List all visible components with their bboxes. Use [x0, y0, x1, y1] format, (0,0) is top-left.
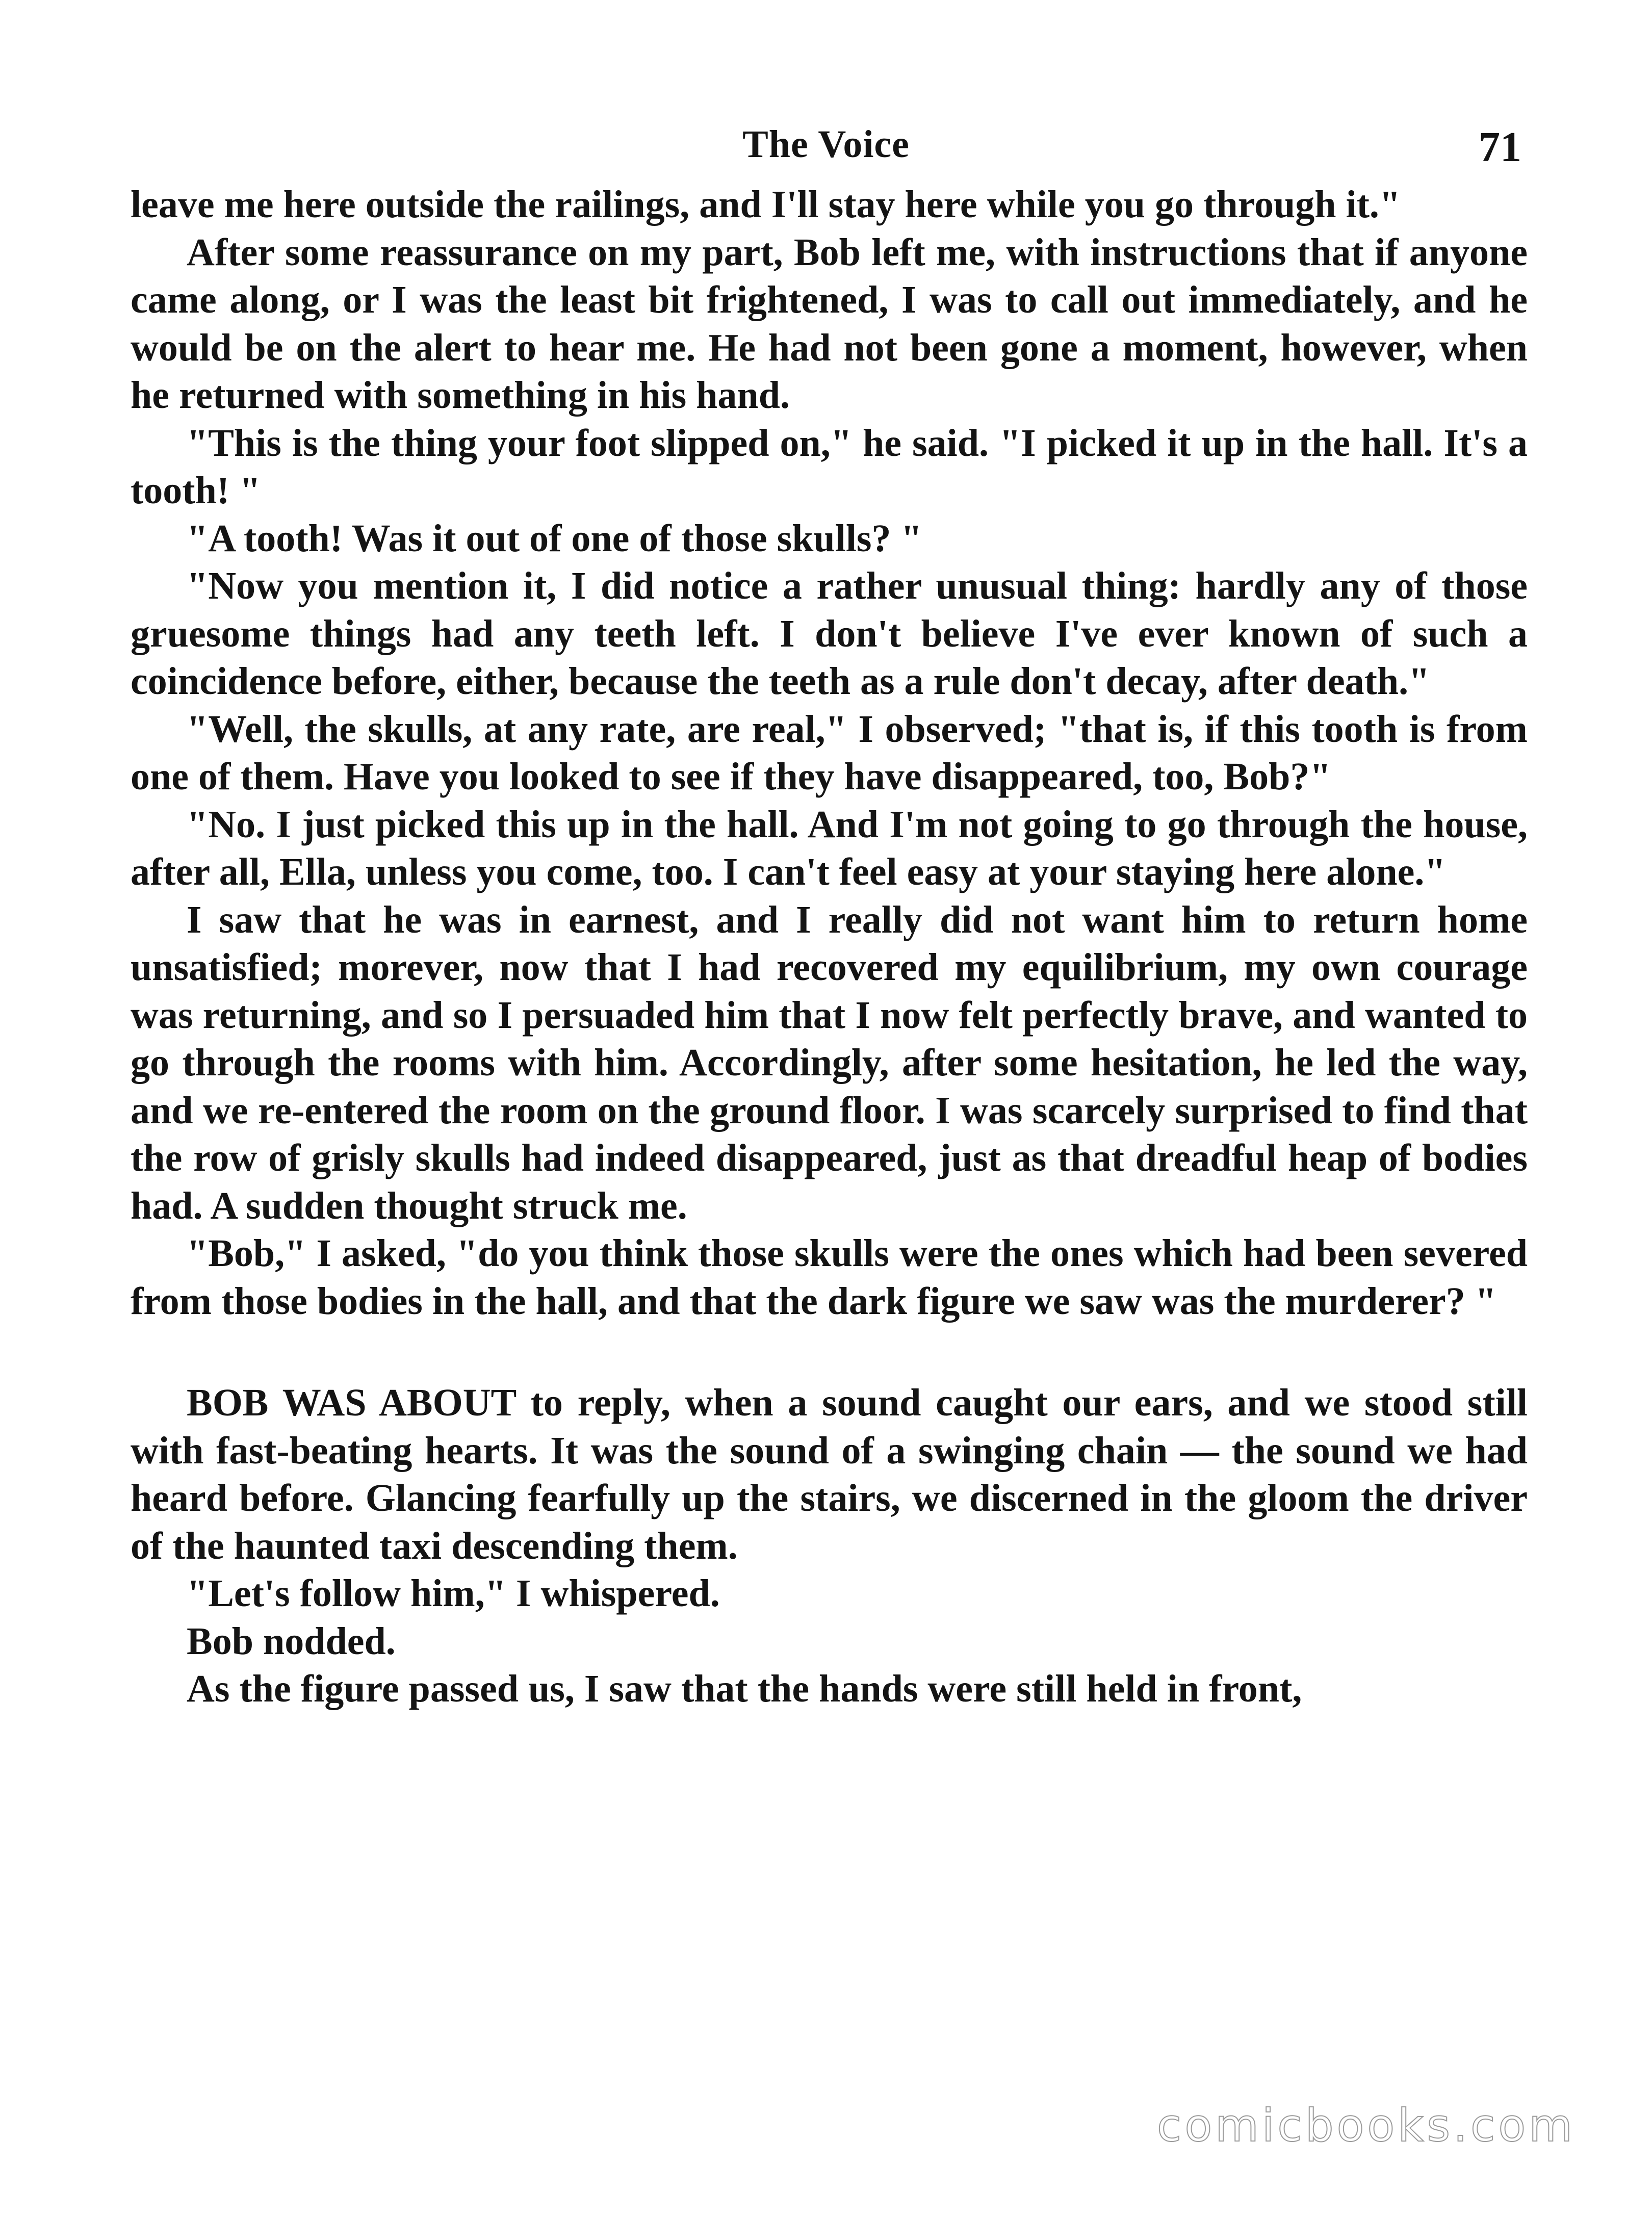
section-break	[131, 1325, 1528, 1379]
paragraph: leave me here outside the railings, and I'll stay here while you go through it."	[131, 183, 1401, 226]
paragraph: "A tooth! Was it out of one of those skulls? "	[187, 517, 922, 560]
paragraph: Bob nodded.	[187, 1619, 396, 1663]
paragraph: "Well, the skulls, at any rate, are real," I observed; "that is, if this tooth is from one of them. Have you looked to see if they have disappeared, too, Bob?"	[131, 707, 1528, 798]
paragraph: "No. I just picked this up in the hall. And I'm not going to go through the house, after all, Ella, unless you come, too. I can't feel easy at your staying here alone."	[131, 803, 1528, 893]
paragraph: "Let's follow him," I whispered.	[187, 1572, 720, 1615]
running-header	[0, 122, 1652, 189]
paragraph: "This is the thing your foot slipped on," he said. "I picked it up in the hall. It's a tooth! "	[131, 421, 1528, 512]
paragraph: "Now you mention it, I did notice a rather unusual thing: hardly any of those gruesome things had any teeth left. I don't believe I've ever known of such a coincidence before, either, because the teeth as a rule don't decay, after death."	[131, 564, 1528, 703]
site-watermark: comicbooks.com	[1156, 2099, 1576, 2152]
page-number: 71	[1479, 123, 1521, 171]
page-body	[131, 181, 1528, 1713]
paragraph: I saw that he was in earnest, and I really did not want him to return home unsatisfied; morever, now that I had recovered my equilibrium, my own courage was returning, and so I persuaded him that I now felt perfectly brave, and wanted to go through the rooms with him. Accordingly, after some hesitation, he led the way, and we re-entered the room on the ground floor. I was scarcely surprised to find that the row of grisly skulls had indeed disappeared, just as that dreadful heap of bodies had. A sudden thought struck me.	[131, 898, 1528, 1227]
paragraph: "Bob," I asked, "do you think those skulls were the ones which had been severed from those bodies in the hall, and that the dark figure we saw was the murderer? "	[131, 1232, 1528, 1323]
paragraph: After some reassurance on my part, Bob left me, with instructions that if anyone came along, or I was the least bit frightened, I was to call out immediately, and he would be on the alert to hear me. He had not been gone a moment, however, when he returned with something in his hand.	[131, 230, 1528, 417]
paragraph: As the figure passed us, I saw that the hands were still held in front,	[187, 1667, 1302, 1710]
chapter-title: The Voice	[742, 123, 910, 166]
paragraph: BOB WAS ABOUT to reply, when a sound caught our ears, and we stood still with fast-beating hearts. It was the sound of a swinging chain — the sound we had heard before. Glancing fearfully up the stairs, we discerned in the gloom the driver of the haunted taxi descending them.	[131, 1381, 1528, 1567]
